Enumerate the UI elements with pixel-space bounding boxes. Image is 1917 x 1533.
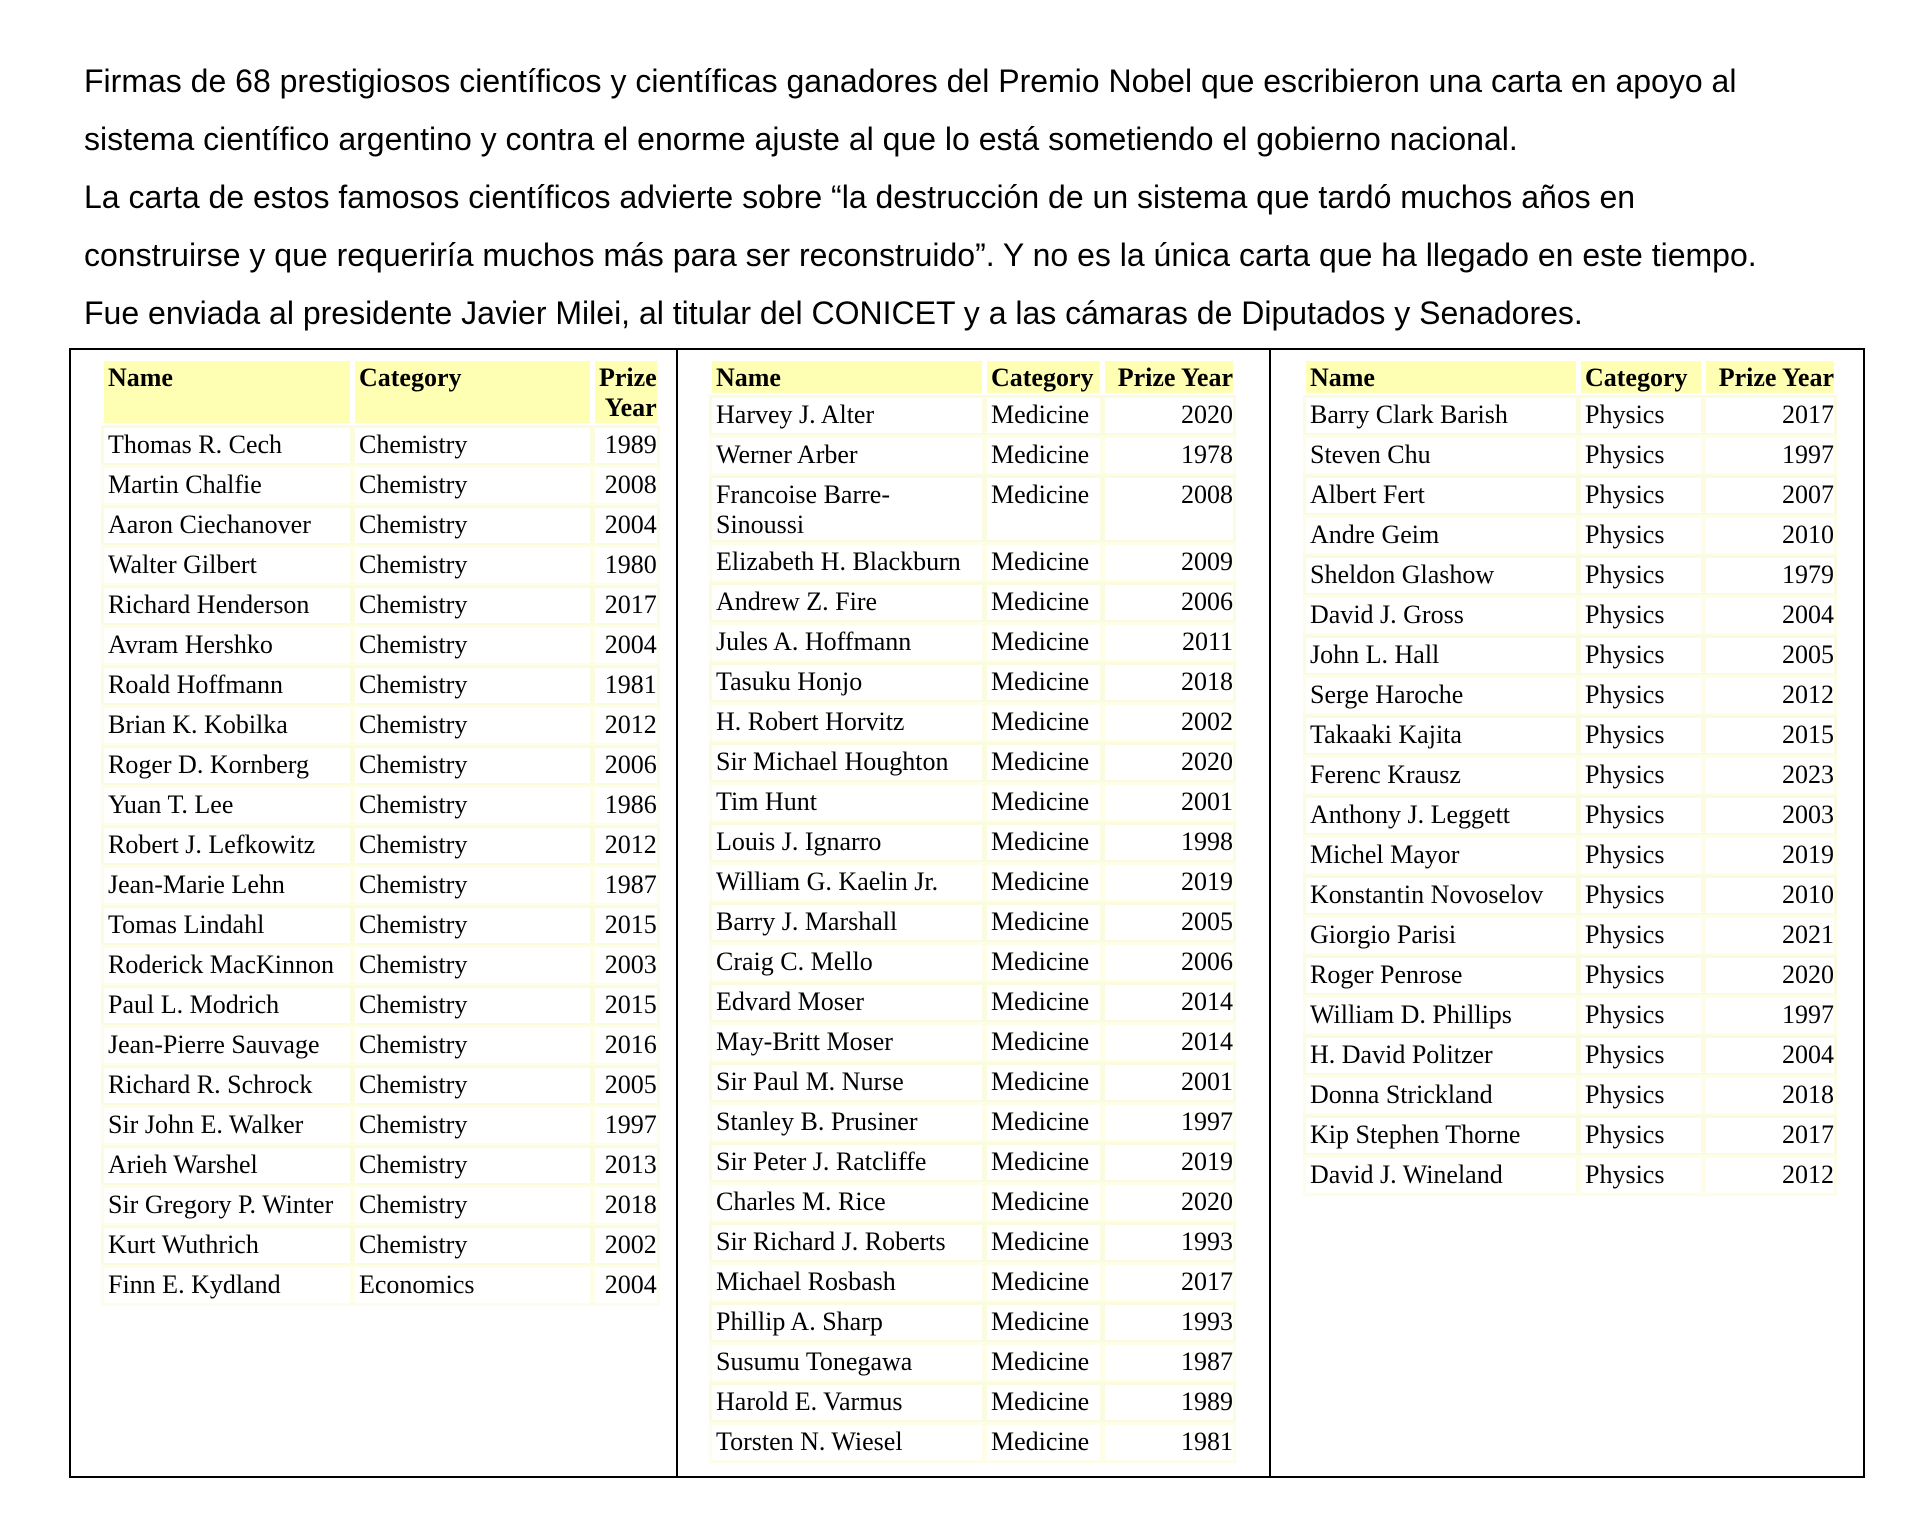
table-row	[104, 1188, 657, 1223]
cell-name: H. David Politzer	[1306, 1038, 1576, 1073]
table-row	[712, 1305, 1233, 1340]
table-row	[1306, 558, 1834, 593]
table-row	[104, 708, 657, 743]
cell-prize-year: 2012	[1706, 678, 1834, 713]
cell-name: Phillip A. Sharp	[712, 1305, 982, 1340]
column-divider	[1269, 350, 1271, 1476]
cell-category: Medicine	[987, 785, 1100, 820]
table-row	[712, 625, 1233, 660]
cell-prize-year: 1997	[1706, 998, 1834, 1033]
cell-prize-year: 2012	[1706, 1158, 1834, 1193]
cell-prize-year: 2008	[1105, 478, 1233, 540]
cell-name: Steven Chu	[1306, 438, 1576, 473]
header-prize-year: Prize Year	[595, 361, 657, 423]
cell-prize-year: 2010	[1706, 878, 1834, 913]
cell-category: Medicine	[987, 585, 1100, 620]
cell-prize-year: 2018	[595, 1188, 657, 1223]
cell-category: Medicine	[987, 1385, 1100, 1420]
cell-name: Giorgio Parisi	[1306, 918, 1576, 953]
cell-category: Physics	[1581, 1118, 1701, 1153]
intro-line: construirse y que requeriría muchos más para ser reconstruido”. Y no es la única carta que ha llegado en este tiempo.	[84, 237, 1757, 273]
cell-prize-year: 2019	[1105, 1145, 1233, 1180]
table-row	[104, 548, 657, 583]
cell-category: Medicine	[987, 905, 1100, 940]
cell-name: Donna Strickland	[1306, 1078, 1576, 1113]
cell-name: Martin Chalfie	[104, 468, 350, 503]
intro-line: La carta de estos famosos científicos advierte sobre “la destrucción de un sistema que tardó muchos años en	[84, 179, 1636, 215]
table-row	[712, 945, 1233, 980]
column-divider	[676, 350, 678, 1476]
cell-category: Chemistry	[355, 1028, 590, 1063]
cell-name: Yuan T. Lee	[104, 788, 350, 823]
cell-name: Torsten N. Wiesel	[712, 1425, 982, 1460]
table-row	[712, 545, 1233, 580]
cell-category: Medicine	[987, 1185, 1100, 1220]
cell-name: Sir Paul M. Nurse	[712, 1065, 982, 1100]
cell-category: Chemistry	[355, 748, 590, 783]
table-row	[712, 705, 1233, 740]
cell-name: Louis J. Ignarro	[712, 825, 982, 860]
cell-category: Physics	[1581, 998, 1701, 1033]
cell-name: Andrew Z. Fire	[712, 585, 982, 620]
cell-category: Chemistry	[355, 988, 590, 1023]
cell-prize-year: 2012	[595, 708, 657, 743]
cell-category: Medicine	[987, 1025, 1100, 1060]
table-row	[1306, 718, 1834, 753]
table-row	[712, 1185, 1233, 1220]
cell-name: Barry J. Marshall	[712, 905, 982, 940]
cell-prize-year: 1989	[1105, 1385, 1233, 1420]
table-row	[1306, 998, 1834, 1033]
table-row	[712, 438, 1233, 473]
cell-prize-year: 2014	[1105, 1025, 1233, 1060]
cell-category: Physics	[1581, 758, 1701, 793]
cell-name: Sir Gregory P. Winter	[104, 1188, 350, 1223]
cell-category: Physics	[1581, 598, 1701, 633]
cell-name: Ferenc Krausz	[1306, 758, 1576, 793]
cell-prize-year: 2020	[1105, 745, 1233, 780]
table-row	[104, 628, 657, 663]
cell-prize-year: 1986	[595, 788, 657, 823]
cell-prize-year: 2006	[595, 748, 657, 783]
cell-name: Werner Arber	[712, 438, 982, 473]
cell-name: Stanley B. Prusiner	[712, 1105, 982, 1140]
cell-category: Medicine	[987, 625, 1100, 660]
table-row	[1306, 478, 1834, 513]
cell-category: Chemistry	[355, 948, 590, 983]
table-row	[712, 825, 1233, 860]
table-row	[1306, 758, 1834, 793]
cell-name: Sheldon Glashow	[1306, 558, 1576, 593]
cell-prize-year: 2004	[595, 628, 657, 663]
cell-prize-year: 2019	[1706, 838, 1834, 873]
laureates-table	[707, 356, 1238, 1465]
cell-prize-year: 2023	[1706, 758, 1834, 793]
cell-category: Physics	[1581, 958, 1701, 993]
cell-name: Roger Penrose	[1306, 958, 1576, 993]
cell-category: Physics	[1581, 918, 1701, 953]
cell-prize-year: 2017	[1105, 1265, 1233, 1300]
cell-category: Medicine	[987, 1145, 1100, 1180]
cell-prize-year: 1978	[1105, 438, 1233, 473]
cell-name: Walter Gilbert	[104, 548, 350, 583]
cell-prize-year: 1981	[1105, 1425, 1233, 1460]
cell-category: Medicine	[987, 945, 1100, 980]
table-row	[104, 748, 657, 783]
header-category: Category	[1581, 361, 1701, 393]
cell-category: Physics	[1581, 518, 1701, 553]
cell-name: May-Britt Moser	[712, 1025, 982, 1060]
cell-category: Chemistry	[355, 468, 590, 503]
cell-prize-year: 2004	[1706, 1038, 1834, 1073]
cell-category: Medicine	[987, 1305, 1100, 1340]
cell-name: Aaron Ciechanover	[104, 508, 350, 543]
cell-prize-year: 2005	[595, 1068, 657, 1103]
cell-category: Chemistry	[355, 628, 590, 663]
cell-category: Medicine	[987, 665, 1100, 700]
cell-prize-year: 2008	[595, 468, 657, 503]
cell-category: Medicine	[987, 745, 1100, 780]
cell-category: Chemistry	[355, 588, 590, 623]
cell-prize-year: 2003	[595, 948, 657, 983]
table-row	[104, 868, 657, 903]
table-row	[712, 865, 1233, 900]
table-row	[104, 948, 657, 983]
cell-prize-year: 2004	[595, 508, 657, 543]
cell-category: Physics	[1581, 478, 1701, 513]
cell-name: Charles M. Rice	[712, 1185, 982, 1220]
cell-name: Sir Michael Houghton	[712, 745, 982, 780]
cell-category: Physics	[1581, 558, 1701, 593]
cell-name: Tomas Lindahl	[104, 908, 350, 943]
table-row	[1306, 838, 1834, 873]
cell-prize-year: 1997	[1105, 1105, 1233, 1140]
table-row	[1306, 1118, 1834, 1153]
header-category: Category	[355, 361, 590, 423]
laureates-table	[1301, 356, 1839, 1198]
table-row	[712, 1385, 1233, 1420]
cell-category: Medicine	[987, 1225, 1100, 1260]
table-row	[104, 1148, 657, 1183]
cell-category: Medicine	[987, 1345, 1100, 1380]
cell-prize-year: 2017	[1706, 1118, 1834, 1153]
cell-prize-year: 2001	[1105, 1065, 1233, 1100]
cell-prize-year: 1997	[1706, 438, 1834, 473]
header-name: Name	[1306, 361, 1576, 393]
cell-name: Albert Fert	[1306, 478, 1576, 513]
cell-prize-year: 2011	[1105, 625, 1233, 660]
cell-category: Medicine	[987, 398, 1100, 433]
cell-name: Richard R. Schrock	[104, 1068, 350, 1103]
cell-prize-year: 2004	[1706, 598, 1834, 633]
table-row	[712, 478, 1233, 540]
cell-name: H. Robert Horvitz	[712, 705, 982, 740]
cell-name: Tasuku Honjo	[712, 665, 982, 700]
cell-name: Finn E. Kydland	[104, 1268, 350, 1303]
cell-prize-year: 2015	[595, 988, 657, 1023]
table-row	[104, 828, 657, 863]
cell-name: Edvard Moser	[712, 985, 982, 1020]
table-row	[104, 588, 657, 623]
header-name: Name	[712, 361, 982, 393]
table-row	[712, 1265, 1233, 1300]
table-chemistry-column	[99, 356, 662, 1308]
cell-category: Physics	[1581, 878, 1701, 913]
cell-name: Kip Stephen Thorne	[1306, 1118, 1576, 1153]
table-row	[104, 668, 657, 703]
table-row	[104, 1068, 657, 1103]
cell-prize-year: 2014	[1105, 985, 1233, 1020]
cell-name: Jean-Pierre Sauvage	[104, 1028, 350, 1063]
table-row	[104, 1268, 657, 1303]
cell-category: Chemistry	[355, 828, 590, 863]
cell-category: Medicine	[987, 1065, 1100, 1100]
cell-name: Michel Mayor	[1306, 838, 1576, 873]
cell-prize-year: 2002	[1105, 705, 1233, 740]
cell-name: Andre Geim	[1306, 518, 1576, 553]
cell-prize-year: 2016	[595, 1028, 657, 1063]
cell-category: Chemistry	[355, 1228, 590, 1263]
cell-prize-year: 2018	[1706, 1078, 1834, 1113]
cell-name: Michael Rosbash	[712, 1265, 982, 1300]
cell-category: Physics	[1581, 1078, 1701, 1113]
table-row	[1306, 398, 1834, 433]
cell-prize-year: 2005	[1105, 905, 1233, 940]
cell-prize-year: 2018	[1105, 665, 1233, 700]
cell-name: Takaaki Kajita	[1306, 718, 1576, 753]
cell-name: Sir Peter J. Ratcliffe	[712, 1145, 982, 1180]
cell-category: Medicine	[987, 985, 1100, 1020]
cell-prize-year: 2006	[1105, 585, 1233, 620]
cell-prize-year: 2001	[1105, 785, 1233, 820]
cell-name: John L. Hall	[1306, 638, 1576, 673]
cell-category: Physics	[1581, 838, 1701, 873]
cell-name: Roderick MacKinnon	[104, 948, 350, 983]
cell-prize-year: 2010	[1706, 518, 1834, 553]
table-row	[1306, 798, 1834, 833]
table-row	[1306, 958, 1834, 993]
cell-name: Anthony J. Leggett	[1306, 798, 1576, 833]
cell-category: Medicine	[987, 438, 1100, 473]
table-row	[712, 785, 1233, 820]
intro-text	[84, 52, 1884, 342]
cell-prize-year: 1987	[1105, 1345, 1233, 1380]
table-row	[712, 1225, 1233, 1260]
table-row	[712, 585, 1233, 620]
cell-name: Sir John E. Walker	[104, 1108, 350, 1143]
table-row	[1306, 518, 1834, 553]
table-row	[712, 1025, 1233, 1060]
cell-prize-year: 2020	[1105, 1185, 1233, 1220]
cell-name: Craig C. Mello	[712, 945, 982, 980]
cell-name: Paul L. Modrich	[104, 988, 350, 1023]
cell-prize-year: 2020	[1105, 398, 1233, 433]
table-row	[1306, 878, 1834, 913]
cell-category: Physics	[1581, 1158, 1701, 1193]
cell-prize-year: 2009	[1105, 545, 1233, 580]
table-row	[712, 1105, 1233, 1140]
table-row	[712, 398, 1233, 433]
cell-category: Medicine	[987, 1425, 1100, 1460]
cell-name: Francoise Barre-Sinoussi	[712, 478, 982, 540]
cell-name: Jules A. Hoffmann	[712, 625, 982, 660]
cell-prize-year: 1980	[595, 548, 657, 583]
table-row	[1306, 678, 1834, 713]
cell-category: Chemistry	[355, 1068, 590, 1103]
cell-name: Kurt Wuthrich	[104, 1228, 350, 1263]
table-row	[712, 1345, 1233, 1380]
cell-name: Elizabeth H. Blackburn	[712, 545, 982, 580]
cell-category: Medicine	[987, 1265, 1100, 1300]
cell-category: Physics	[1581, 678, 1701, 713]
cell-prize-year: 1987	[595, 868, 657, 903]
cell-prize-year: 1979	[1706, 558, 1834, 593]
table-row	[104, 1228, 657, 1263]
header-prize-year: Prize Year	[1105, 361, 1233, 393]
cell-category: Chemistry	[355, 548, 590, 583]
cell-name: Jean-Marie Lehn	[104, 868, 350, 903]
cell-category: Medicine	[987, 545, 1100, 580]
cell-category: Chemistry	[355, 668, 590, 703]
cell-category: Physics	[1581, 718, 1701, 753]
cell-name: Sir Richard J. Roberts	[712, 1225, 982, 1260]
table-row	[712, 905, 1233, 940]
cell-category: Medicine	[987, 865, 1100, 900]
cell-category: Medicine	[987, 825, 1100, 860]
cell-category: Economics	[355, 1268, 590, 1303]
table-row	[712, 1145, 1233, 1180]
cell-category: Medicine	[987, 1105, 1100, 1140]
table-row	[1306, 438, 1834, 473]
cell-prize-year: 1998	[1105, 825, 1233, 860]
table-physics-column	[1301, 356, 1839, 1198]
cell-category: Chemistry	[355, 868, 590, 903]
cell-name: Serge Haroche	[1306, 678, 1576, 713]
cell-prize-year: 2020	[1706, 958, 1834, 993]
cell-category: Physics	[1581, 1038, 1701, 1073]
cell-name: Harold E. Varmus	[712, 1385, 982, 1420]
cell-prize-year: 2002	[595, 1228, 657, 1263]
table-row	[712, 1065, 1233, 1100]
cell-prize-year: 2017	[1706, 398, 1834, 433]
cell-name: Roald Hoffmann	[104, 668, 350, 703]
intro-line: Fue enviada al presidente Javier Milei, al titular del CONICET y a las cámaras de Diputados y Senadores.	[84, 295, 1583, 331]
cell-name: William D. Phillips	[1306, 998, 1576, 1033]
cell-name: William G. Kaelin Jr.	[712, 865, 982, 900]
cell-prize-year: 2004	[595, 1268, 657, 1303]
table-row	[712, 665, 1233, 700]
cell-prize-year: 1997	[595, 1108, 657, 1143]
table-row	[1306, 1158, 1834, 1193]
laureates-table	[99, 356, 662, 1308]
cell-name: Thomas R. Cech	[104, 428, 350, 463]
cell-prize-year: 2021	[1706, 918, 1834, 953]
cell-name: Konstantin Novoselov	[1306, 878, 1576, 913]
cell-prize-year: 2005	[1706, 638, 1834, 673]
header-prize-year: Prize Year	[1706, 361, 1834, 393]
nobel-signatories-frame	[69, 348, 1865, 1478]
table-row	[104, 428, 657, 463]
cell-name: Avram Hershko	[104, 628, 350, 663]
cell-name: Tim Hunt	[712, 785, 982, 820]
header-category: Category	[987, 361, 1100, 393]
table-row	[104, 988, 657, 1023]
cell-category: Chemistry	[355, 708, 590, 743]
cell-prize-year: 2007	[1706, 478, 1834, 513]
cell-name: Arieh Warshel	[104, 1148, 350, 1183]
table-row	[712, 985, 1233, 1020]
cell-name: Roger D. Kornberg	[104, 748, 350, 783]
cell-prize-year: 2015	[595, 908, 657, 943]
cell-name: Susumu Tonegawa	[712, 1345, 982, 1380]
intro-line: Firmas de 68 prestigiosos científicos y científicas ganadores del Premio Nobel que escribieron una carta en apoyo al	[84, 63, 1737, 99]
cell-prize-year: 2013	[595, 1148, 657, 1183]
cell-category: Chemistry	[355, 508, 590, 543]
cell-prize-year: 1989	[595, 428, 657, 463]
cell-category: Chemistry	[355, 1188, 590, 1223]
table-row	[1306, 598, 1834, 633]
cell-name: David J. Gross	[1306, 598, 1576, 633]
cell-prize-year: 1993	[1105, 1225, 1233, 1260]
table-row	[1306, 1038, 1834, 1073]
header-name: Name	[104, 361, 350, 423]
table-row	[104, 468, 657, 503]
table-row	[1306, 1078, 1834, 1113]
cell-name: Robert J. Lefkowitz	[104, 828, 350, 863]
cell-prize-year: 2015	[1706, 718, 1834, 753]
cell-category: Medicine	[987, 478, 1100, 540]
table-row	[104, 1028, 657, 1063]
intro-line: sistema científico argentino y contra el enorme ajuste al que lo está sometiendo el gobierno nacional.	[84, 121, 1518, 157]
cell-prize-year: 2017	[595, 588, 657, 623]
cell-category: Physics	[1581, 798, 1701, 833]
cell-name: Richard Henderson	[104, 588, 350, 623]
cell-prize-year: 1981	[595, 668, 657, 703]
table-row	[104, 908, 657, 943]
table-row	[1306, 918, 1834, 953]
cell-category: Chemistry	[355, 1148, 590, 1183]
cell-category: Medicine	[987, 705, 1100, 740]
cell-category: Physics	[1581, 398, 1701, 433]
cell-name: Harvey J. Alter	[712, 398, 982, 433]
cell-category: Chemistry	[355, 788, 590, 823]
cell-prize-year: 2012	[595, 828, 657, 863]
cell-name: Brian K. Kobilka	[104, 708, 350, 743]
table-row	[712, 1425, 1233, 1460]
table-row	[712, 745, 1233, 780]
cell-prize-year: 2019	[1105, 865, 1233, 900]
cell-category: Physics	[1581, 438, 1701, 473]
table-row	[104, 788, 657, 823]
cell-category: Chemistry	[355, 428, 590, 463]
table-row	[1306, 638, 1834, 673]
table-medicine-column	[707, 356, 1238, 1465]
cell-category: Chemistry	[355, 1108, 590, 1143]
cell-category: Physics	[1581, 638, 1701, 673]
cell-name: Barry Clark Barish	[1306, 398, 1576, 433]
cell-name: David J. Wineland	[1306, 1158, 1576, 1193]
cell-category: Chemistry	[355, 908, 590, 943]
cell-prize-year: 1993	[1105, 1305, 1233, 1340]
table-row	[104, 1108, 657, 1143]
cell-prize-year: 2006	[1105, 945, 1233, 980]
cell-prize-year: 2003	[1706, 798, 1834, 833]
table-row	[104, 508, 657, 543]
